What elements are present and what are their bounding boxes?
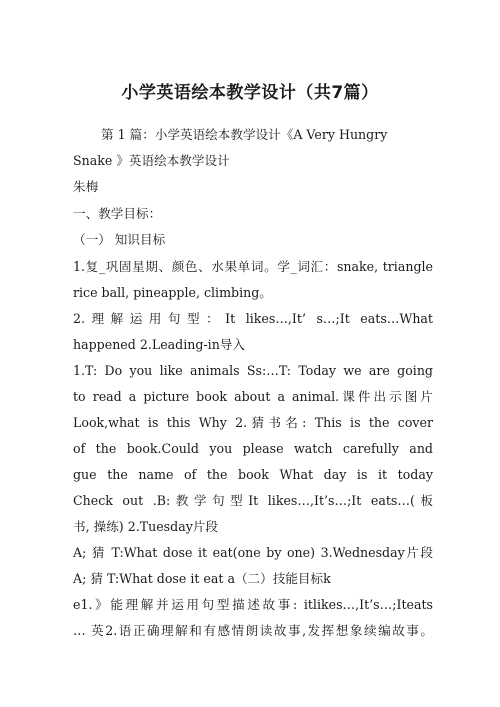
paragraph-line: … 英2.语正确理解和有感情朗读故事,发挥想象续编故事。 (73, 623, 433, 638)
paragraph-line: happened 2.Leading-in导入 (73, 337, 246, 352)
paragraph-line: to read a picture book about a animal.课件出示图片 (73, 389, 433, 404)
paragraph-line: of the book.Could you please watch carefully and (73, 441, 433, 456)
paragraph-line: gue the name of the book What day is it today (73, 467, 433, 482)
document-title: 小学英语绘本教学设计（共7篇） (121, 83, 379, 103)
paragraph-line: 1.复_巩固星期、颜色、水果单词。学_词汇：snake, triangle (73, 259, 433, 274)
paragraph-line: A; 猜 T:What dose it eat(one by one) 3.Wednesday片段 (73, 545, 433, 560)
paragraph-line: 2.理解运用句型：It likes…,It’ s…;It eats…What (73, 311, 433, 326)
paragraph-line: Snake 》英语绘本教学设计 (73, 153, 230, 168)
paragraph-line: Look,what is this Why 2.猜书名: This is the cover (73, 415, 433, 430)
paragraph-line: Check out .B:教学句型It likes…,It’s…;It eats…(板 (73, 493, 433, 508)
paragraph-line: 书, 操练) 2.Tuesday片段 (73, 519, 219, 534)
paragraph-line: e1.》能理解并运用句型描述故事: itlikes…,It’s…;Iteats (73, 597, 433, 612)
author-name: 朱梅 (73, 179, 99, 194)
paragraph-line: 第 1 篇：小学英语绘本教学设计《A Very Hungry (101, 127, 388, 142)
subsection-heading: （一） 知识目标 (73, 232, 166, 247)
section-heading: 一、教学目标： (73, 206, 162, 221)
paragraph-line: A; 猜 T:What dose it eat a（二）技能目标k (73, 571, 331, 586)
paragraph-line: 1.T: Do you like animals Ss:…T: Today we are going (73, 363, 433, 378)
paragraph-line: rice ball, pineapple, climbing。 (73, 285, 272, 300)
